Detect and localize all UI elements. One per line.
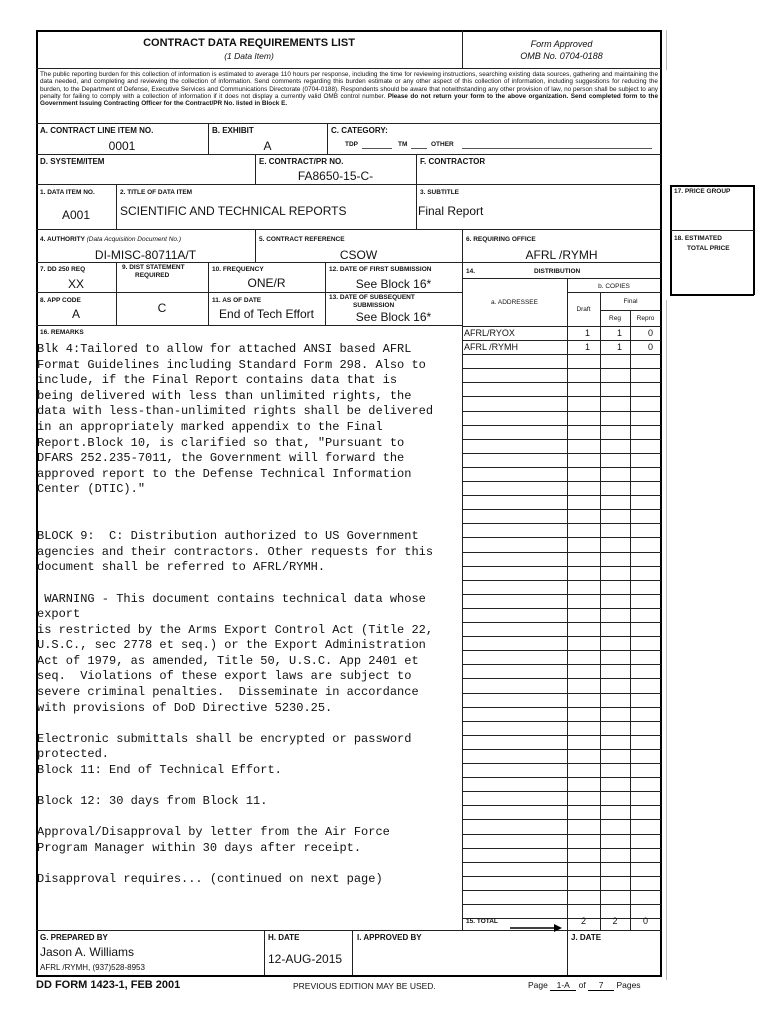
item12-label: 12. DATE OF FIRST SUBMISSION — [329, 266, 432, 273]
form-title: CONTRACT DATA REQUIREMENTS LIST — [143, 37, 355, 49]
draft-cell: 1 — [585, 328, 591, 338]
distribution-row-line — [462, 425, 661, 426]
distribution-row-line — [462, 650, 661, 651]
total-pages: 7 — [588, 980, 614, 991]
distribution-row-line — [462, 340, 661, 341]
distribution-row-line — [462, 693, 661, 694]
item5-label: 5. CONTRACT REFERENCE — [259, 236, 345, 243]
distribution-row-line — [462, 481, 661, 482]
item13-label-a: 13. DATE OF SUBSEQUENT — [329, 294, 415, 301]
distribution-row-line — [462, 467, 661, 468]
item9-value[interactable]: C — [157, 301, 167, 315]
page-indicator — [528, 980, 641, 991]
item16-label: 16. REMARKS — [40, 329, 84, 336]
item10-label: 10. FREQUENCY — [212, 266, 264, 273]
repro-cell: 0 — [648, 328, 654, 338]
distribution-row-line — [462, 848, 661, 849]
burden-notice — [40, 71, 658, 107]
item9-label-a: 9. DIST STATEMENT — [122, 264, 185, 271]
block-i-label: I. APPROVED BY — [357, 933, 422, 942]
item6-value[interactable]: AFRL /RYMH — [525, 248, 598, 262]
distribution-row-line — [462, 763, 661, 764]
copies-heading: b. COPIES — [598, 283, 630, 290]
distribution-row-line — [462, 636, 661, 637]
distribution-row-line — [462, 439, 661, 440]
remarks-text[interactable]: Blk 4:Tailored to allow for attached ANSI based AFRL Format Guidelines including Standard Form 298. Also to include, if the Final Report contains data that is being delivered with less than unlimited rights, the data with less-than-unlimited rights shall be delivered in an appropriately marked appendix to the Final Report.Block 10, is clarified so that, "Pursuant to DFARS 252.235-7011, the Government will forward the approved report to the Defense Technical Information Center (DTIC)." BLOCK 9: C: Distribution authorized to US Government agencies and their contractors. Other requests for this document shall be referred to AFRL/RYMH. WARNING - This document contains technical data whose export is restricted by the Arms Export Control Act (Title 22, U.S.C., sec 2778 et seq.) or the Export Administration Act of 1979, as amended, Title 50, U.S.C. App 2401 et seq. Violations of these export laws are subject to severe criminal penalties. Disseminate in accordance with provisions of DoD Directive 5230.25. Electronic submittals shall be encrypted or password protected. Block 11: End of Technical Effort. Block 12: 30 days from Block 11. Approval/Disapproval by letter from the Air Force Program Manager within 30 days after receipt. Disapproval requires... (continued on next page) — [37, 342, 434, 887]
repro-heading: Repro — [636, 315, 655, 322]
item4-label-note: (Data Acquisition Document No.) — [86, 236, 182, 243]
previous-edition: PREVIOUS EDITION MAY BE USED. — [293, 981, 436, 991]
item4-label-text: 4. AUTHORITY — [40, 236, 85, 243]
form-subtitle: (1 Data Item) — [224, 51, 274, 61]
distribution-row-line — [462, 537, 661, 538]
arrow-right-icon — [510, 924, 562, 932]
item18-label-b: TOTAL PRICE — [687, 245, 730, 252]
item1-value[interactable]: A001 — [62, 208, 91, 222]
distribution-row-line — [462, 777, 661, 778]
distribution-row — [462, 328, 660, 340]
distribution-row-line — [462, 678, 661, 679]
item4-value[interactable]: DI-MISC-80711A/T — [94, 248, 197, 262]
distribution-row-line — [462, 707, 661, 708]
block-b-label: B. EXHIBIT — [212, 126, 254, 135]
distribution-row-line — [462, 622, 661, 623]
item2-label: 2. TITLE OF DATA ITEM — [120, 189, 193, 196]
item13-value[interactable]: See Block 16* — [355, 310, 432, 324]
block-e-label: E. CONTRACT/PR NO. — [259, 157, 344, 166]
distribution-row-line — [462, 509, 661, 510]
reg-cell: 1 — [617, 328, 623, 338]
distribution-row-line — [462, 354, 661, 355]
distribution-row-line — [462, 396, 661, 397]
page-word: Page — [528, 980, 548, 990]
item7-label: 7. DD 250 REQ — [40, 266, 86, 273]
block-g-label: G. PREPARED BY — [40, 933, 108, 942]
addressee-heading: a. ADDRESSEE — [491, 299, 538, 306]
draft-heading: Draft — [576, 306, 591, 313]
item18-label-a: 18. ESTIMATED — [674, 235, 722, 242]
item5-value[interactable]: CSOW — [339, 248, 378, 262]
block-f-label: F. CONTRACTOR — [420, 157, 486, 166]
total-repro: 0 — [642, 916, 648, 926]
distribution-row-line — [462, 721, 661, 722]
total-draft: 2 — [580, 916, 586, 926]
item13-label-b: SUBMISSION — [353, 302, 395, 309]
item11-label: 11. AS OF DATE — [212, 297, 262, 304]
distribution-row-line — [462, 664, 661, 665]
total-arrow — [510, 919, 562, 927]
block-a-label: A. CONTRACT LINE ITEM NO. — [40, 126, 154, 135]
addressee-cell: AFRL /RYMH — [464, 342, 519, 352]
item8-label: 8. APP CODE — [40, 297, 81, 304]
item2-value[interactable]: SCIENTIFIC AND TECHNICAL REPORTS — [120, 204, 347, 218]
distribution-row-line — [462, 495, 661, 496]
item12-value[interactable]: See Block 16* — [355, 277, 432, 291]
category-tm: TM — [398, 141, 408, 148]
burden-notice-text: The public reporting burden for this collection of information is estimated to average 110 hours per response, including the time for reviewing instructions, searching existing data sources, gathering and maintaining the data needed, and completing and reviewing the collection of information. Send comments regarding this burden estimate or any other aspect of this collection of information, including suggestions for reducing the burden, to the Department of Defense, Executive Services and Communications Directorate (0704-0188). Respondents should be aware that notwithstanding any other provision of law, no person shall be subject to any penalty for failing to comply with a collection of information if it does not display a currently valid OMB control number. — [40, 71, 658, 100]
item6-label: 6. REQUIRING OFFICE — [466, 236, 536, 243]
distribution-row-line — [462, 566, 661, 567]
item1-label: 1. DATA ITEM NO. — [40, 189, 95, 196]
reg-cell: 1 — [617, 342, 623, 352]
block-e-value[interactable]: FA8650-15-C- — [297, 169, 374, 183]
prepared-by-name[interactable]: Jason A. Williams — [40, 945, 135, 959]
distribution-row-line — [462, 594, 661, 595]
item4-label — [40, 236, 181, 243]
reg-heading: Reg — [609, 315, 621, 322]
omb-number: OMB No. 0704-0188 — [520, 51, 603, 61]
distribution-heading: DISTRIBUTION — [534, 268, 581, 275]
category-tdp: TDP — [345, 141, 358, 148]
distribution-row-line — [462, 608, 661, 609]
block-a-value[interactable]: 0001 — [108, 139, 136, 153]
item17-label: 17. PRICE GROUP — [674, 188, 731, 195]
item3-value[interactable]: Final Report — [418, 204, 484, 218]
distribution-row-line — [462, 382, 661, 383]
item9-label-b: REQUIRED — [135, 272, 170, 279]
distribution-row-line — [462, 904, 661, 905]
distribution-row-line — [462, 749, 661, 750]
distribution-row-line — [462, 523, 661, 524]
distribution-row-line — [462, 735, 661, 736]
distribution-row-line — [462, 368, 661, 369]
distribution-row-line — [462, 552, 661, 553]
block-j-label: J. DATE — [571, 933, 602, 942]
block-h-label: H. DATE — [268, 933, 300, 942]
distribution-row-line — [462, 862, 661, 863]
distribution-row-line — [462, 805, 661, 806]
distribution-row-line — [462, 453, 661, 454]
distribution-row-line — [462, 819, 661, 820]
form-approved: Form Approved — [530, 39, 593, 49]
item7-value[interactable]: XX — [67, 277, 84, 291]
distribution-row-line — [462, 580, 661, 581]
category-other: OTHER — [431, 141, 454, 148]
item11-value[interactable]: End of Tech Effort — [219, 307, 314, 321]
distribution-row-line — [462, 411, 661, 412]
form-id: DD FORM 1423-1, FEB 2001 — [36, 979, 181, 991]
addressee-cell: AFRL/RYOX — [464, 328, 515, 338]
distribution-row-line — [462, 791, 661, 792]
item15-label: 15. TOTAL — [466, 918, 498, 925]
date-value[interactable]: 12-AUG-2015 — [268, 952, 343, 966]
repro-cell: 0 — [648, 342, 654, 352]
total-reg: 2 — [612, 916, 618, 926]
item3-label: 3. SUBTITLE — [420, 189, 460, 196]
of-word: of — [578, 980, 586, 990]
block-c-label: C. CATEGORY: — [331, 126, 388, 135]
block-d-label: D. SYSTEM/ITEM — [40, 157, 105, 166]
draft-cell: 1 — [585, 342, 591, 352]
page-number: 1-A — [550, 980, 576, 991]
block-b-value[interactable]: A — [263, 139, 272, 153]
distribution-row-line — [462, 834, 661, 835]
item8-value[interactable]: A — [71, 307, 80, 321]
final-heading: Final — [623, 298, 638, 305]
distribution-row — [462, 342, 660, 354]
burden-notice-bold: Please do not return your form to the above organization. Send completed form to the Government Issuing Contracting Officer for the Contract/PR No. listed in Block E. — [40, 92, 658, 108]
distribution-row-line — [462, 890, 661, 891]
item14-label: 14. — [466, 268, 476, 275]
distribution-row-line — [462, 876, 661, 877]
item10-value[interactable]: ONE/R — [247, 276, 286, 290]
pages-word: Pages — [616, 980, 641, 990]
prepared-by-detail: AFRL /RYMH, (937)528-8953 — [40, 963, 145, 972]
